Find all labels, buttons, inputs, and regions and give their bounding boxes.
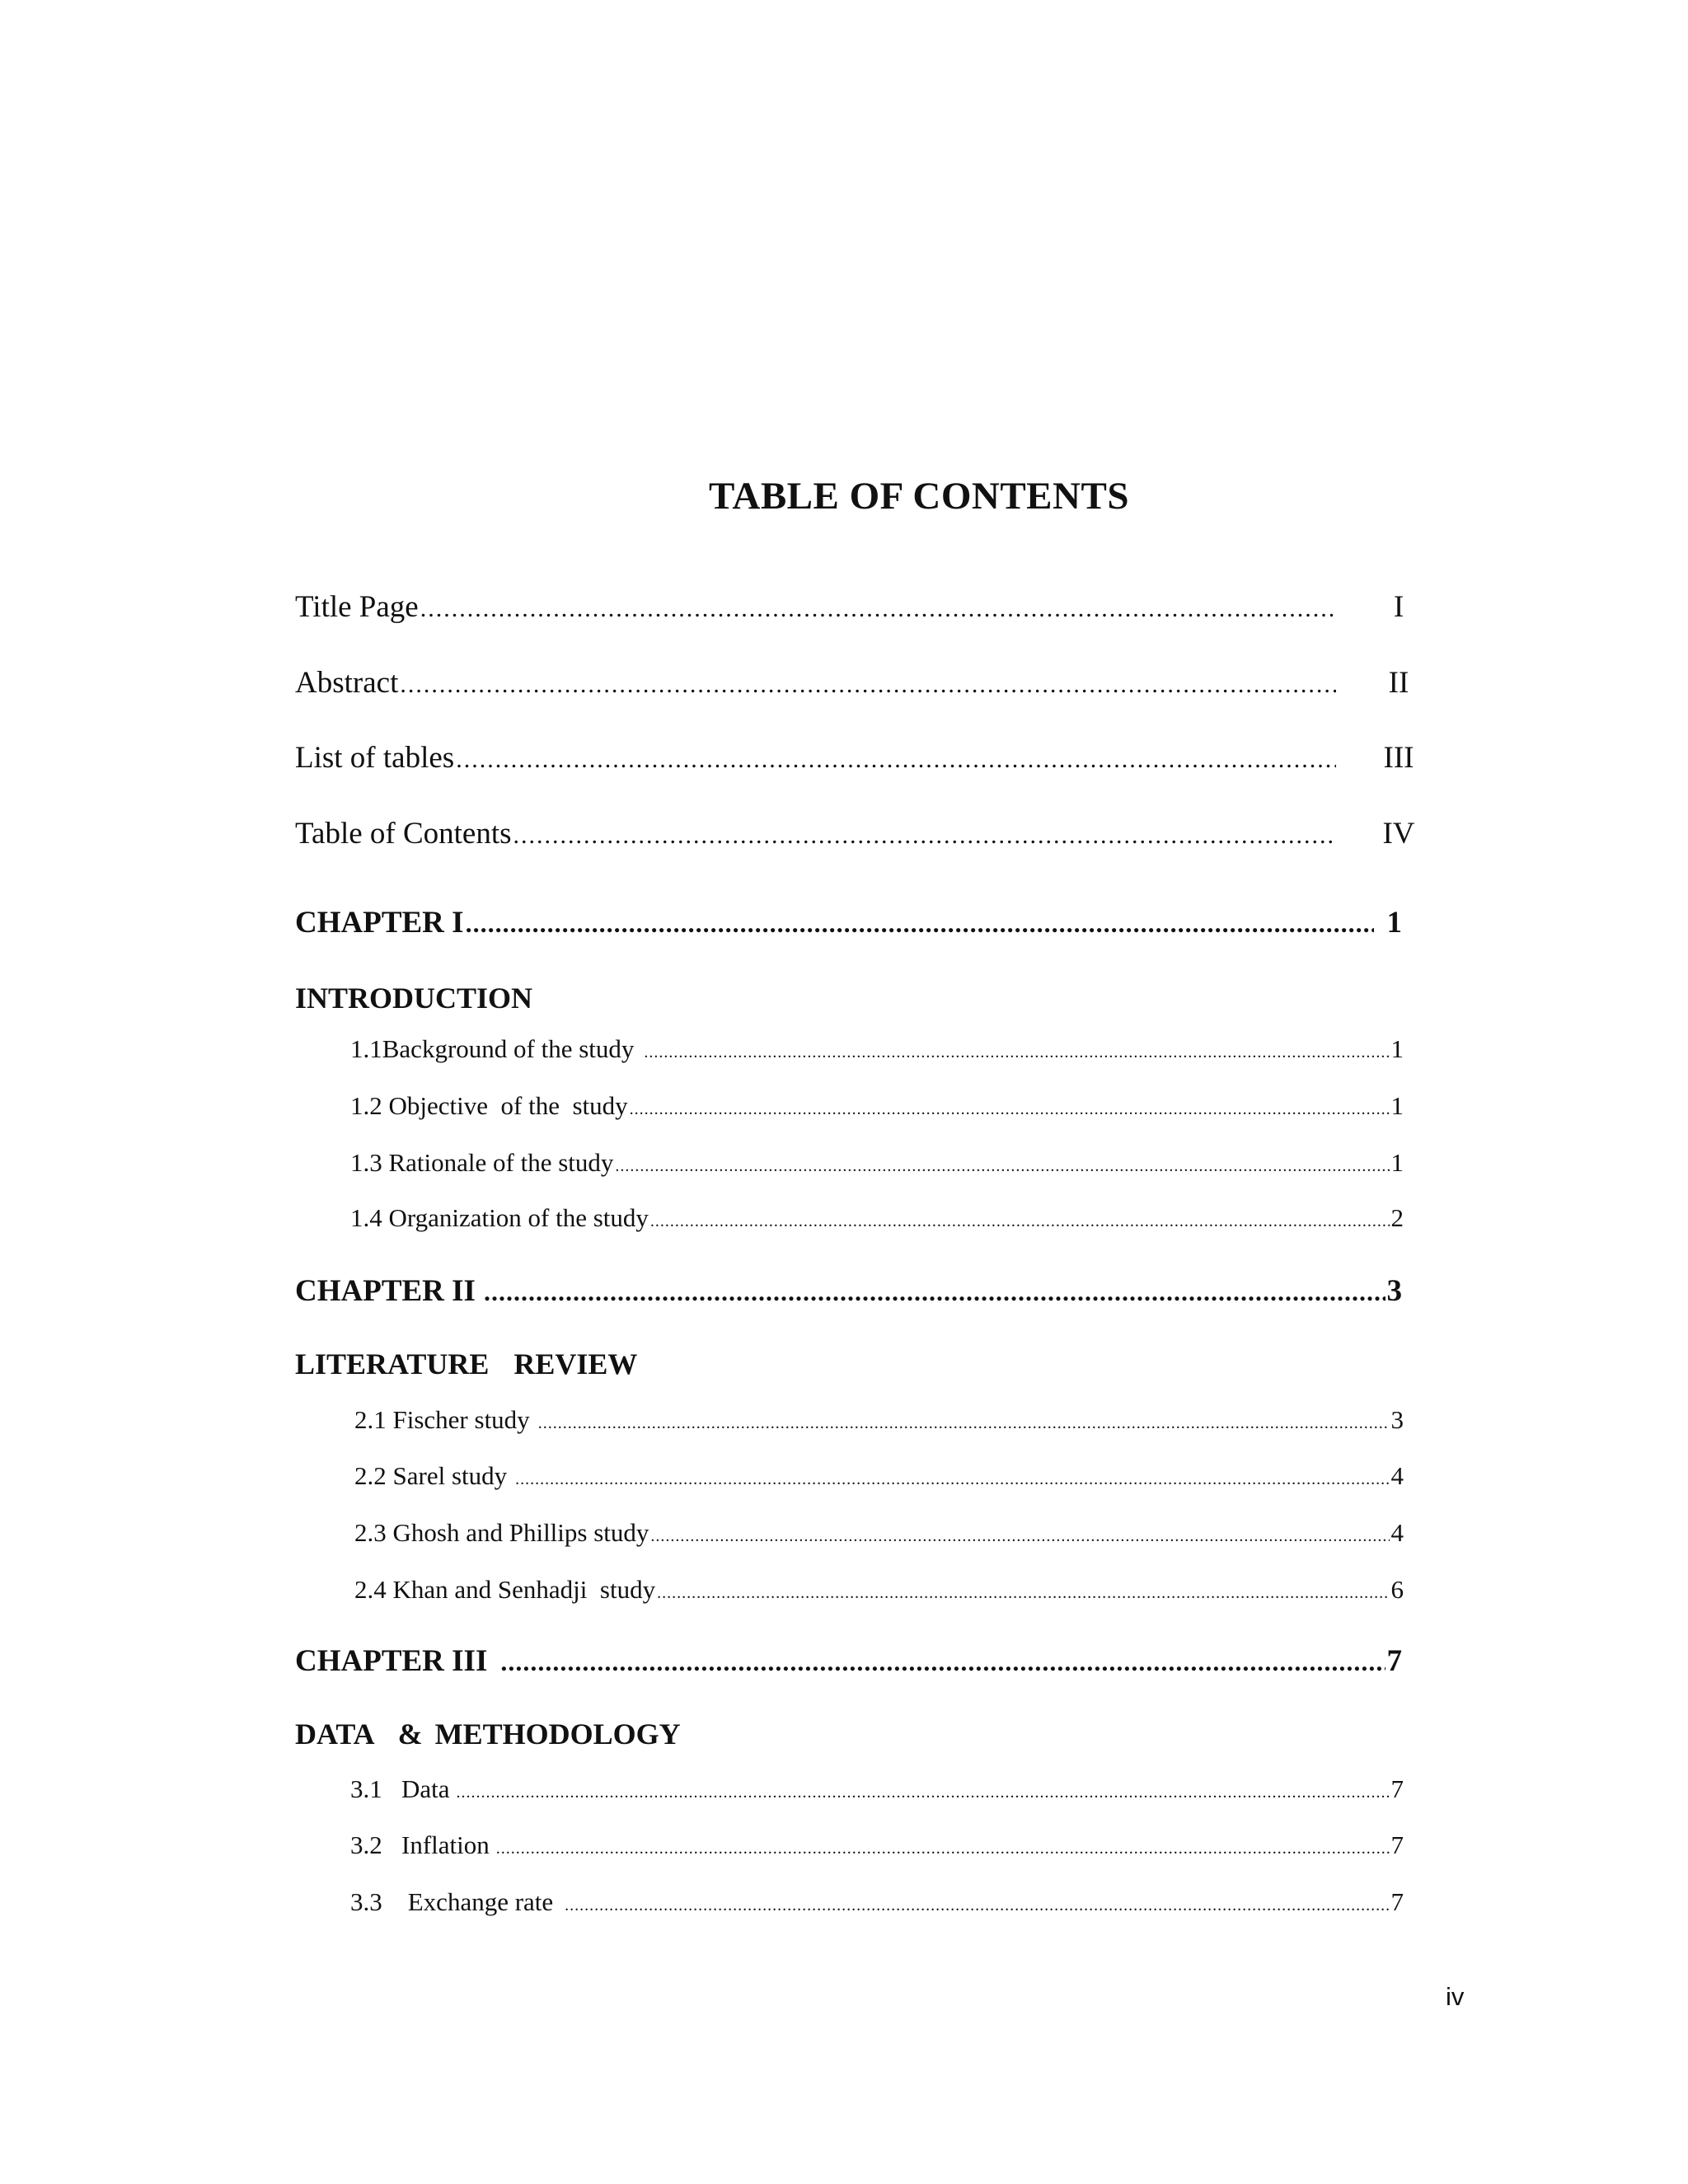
section-label: 3.2 Inflation (350, 1830, 490, 1859)
section-label: 1.3 Rationale of the study (350, 1148, 614, 1177)
chapter-heading: LITERATURE REVIEW (295, 1347, 638, 1380)
dot-leader (644, 1043, 1389, 1062)
section-page: 3 (1390, 1405, 1404, 1434)
toc-section-3-1[interactable] (350, 1774, 1404, 1804)
dot-leader (456, 746, 1336, 774)
dot-leader (538, 1414, 1390, 1433)
section-label: 2.3 Ghosh and Phillips study (354, 1518, 649, 1547)
section-label: 2.4 Khan and Senhadji study (354, 1575, 656, 1604)
section-page: 7 (1390, 1774, 1404, 1803)
section-page: 7 (1390, 1887, 1404, 1916)
dot-leader (657, 1584, 1389, 1603)
section-label: 3.3 Exchange rate (350, 1887, 554, 1916)
section-page: 1 (1390, 1148, 1404, 1177)
dot-leader (500, 1647, 1385, 1677)
toc-entry-title-page[interactable] (295, 589, 1338, 625)
section-page: 7 (1390, 1830, 1404, 1859)
section-label: 2.1 Fischer study (354, 1405, 530, 1434)
section-label: 2.2 Sarel study (354, 1461, 508, 1490)
chapter-heading: INTRODUCTION (295, 982, 533, 1015)
page-number: iv (1446, 1982, 1465, 2011)
toc-entry-table-of-contents[interactable] (295, 816, 1338, 851)
chapter-heading: DATA & METHODOLOGY (295, 1718, 681, 1750)
section-page: 6 (1390, 1575, 1404, 1604)
dot-leader (513, 822, 1336, 850)
toc-entry-page: IV (1382, 817, 1415, 851)
chapter-page: 1 (1386, 906, 1402, 940)
toc-entry-label: List of tables (295, 741, 455, 775)
toc-section-2-4[interactable] (354, 1575, 1404, 1605)
chapter-label: CHAPTER III (295, 1644, 488, 1678)
dot-leader (650, 1527, 1389, 1546)
dot-leader (484, 1277, 1386, 1307)
toc-section-2-2[interactable] (354, 1461, 1404, 1491)
toc-entry-label: Abstract (295, 666, 399, 700)
section-page: 4 (1390, 1461, 1404, 1490)
toc-chapter-1[interactable] (295, 905, 1402, 940)
toc-section-3-3[interactable] (350, 1887, 1404, 1917)
dot-leader (515, 1470, 1389, 1489)
section-label: 3.1 Data (350, 1774, 450, 1803)
dot-leader (420, 595, 1336, 623)
dot-leader (457, 1783, 1390, 1802)
toc-section-1-2[interactable] (350, 1091, 1404, 1121)
toc-entry-page: I (1393, 590, 1404, 624)
chapter-label: CHAPTER I (295, 906, 464, 940)
section-label: 1.4 Organization of the study (350, 1203, 649, 1232)
toc-entry-list-of-tables[interactable] (295, 740, 1338, 776)
toc-section-2-3[interactable] (354, 1518, 1404, 1548)
section-page: 2 (1390, 1203, 1404, 1232)
toc-entry-page: II (1388, 666, 1409, 700)
section-page: 4 (1390, 1518, 1404, 1547)
chapter-page: 7 (1386, 1644, 1402, 1678)
toc-entry-label: Table of Contents (295, 817, 512, 851)
chapter-page: 3 (1386, 1274, 1402, 1308)
toc-chapter-3[interactable] (295, 1643, 1402, 1679)
page-title: TABLE OF CONTENTS (709, 475, 1129, 518)
dot-leader (650, 1212, 1390, 1231)
toc-section-1-3[interactable] (350, 1148, 1404, 1178)
toc-entry-label: Title Page (295, 590, 419, 624)
toc-section-1-4[interactable] (350, 1203, 1404, 1233)
section-page: 1 (1390, 1034, 1404, 1063)
toc-section-3-2[interactable] (350, 1830, 1404, 1860)
dot-leader (615, 1157, 1389, 1176)
toc-section-2-1[interactable] (354, 1405, 1404, 1435)
dot-leader (565, 1896, 1389, 1915)
dot-leader (630, 1100, 1390, 1119)
dot-leader (400, 671, 1336, 699)
toc-entry-abstract[interactable] (295, 665, 1338, 701)
toc-chapter-2[interactable] (295, 1273, 1402, 1309)
section-label: 1.1Background of the study (350, 1034, 635, 1063)
section-label: 1.2 Objective of the study (350, 1091, 628, 1120)
dot-leader (466, 908, 1374, 939)
chapter-label: CHAPTER II (295, 1274, 476, 1308)
toc-entry-page: III (1383, 741, 1414, 775)
dot-leader (496, 1840, 1390, 1858)
section-page: 1 (1390, 1091, 1404, 1120)
toc-section-1-1[interactable] (350, 1034, 1404, 1064)
